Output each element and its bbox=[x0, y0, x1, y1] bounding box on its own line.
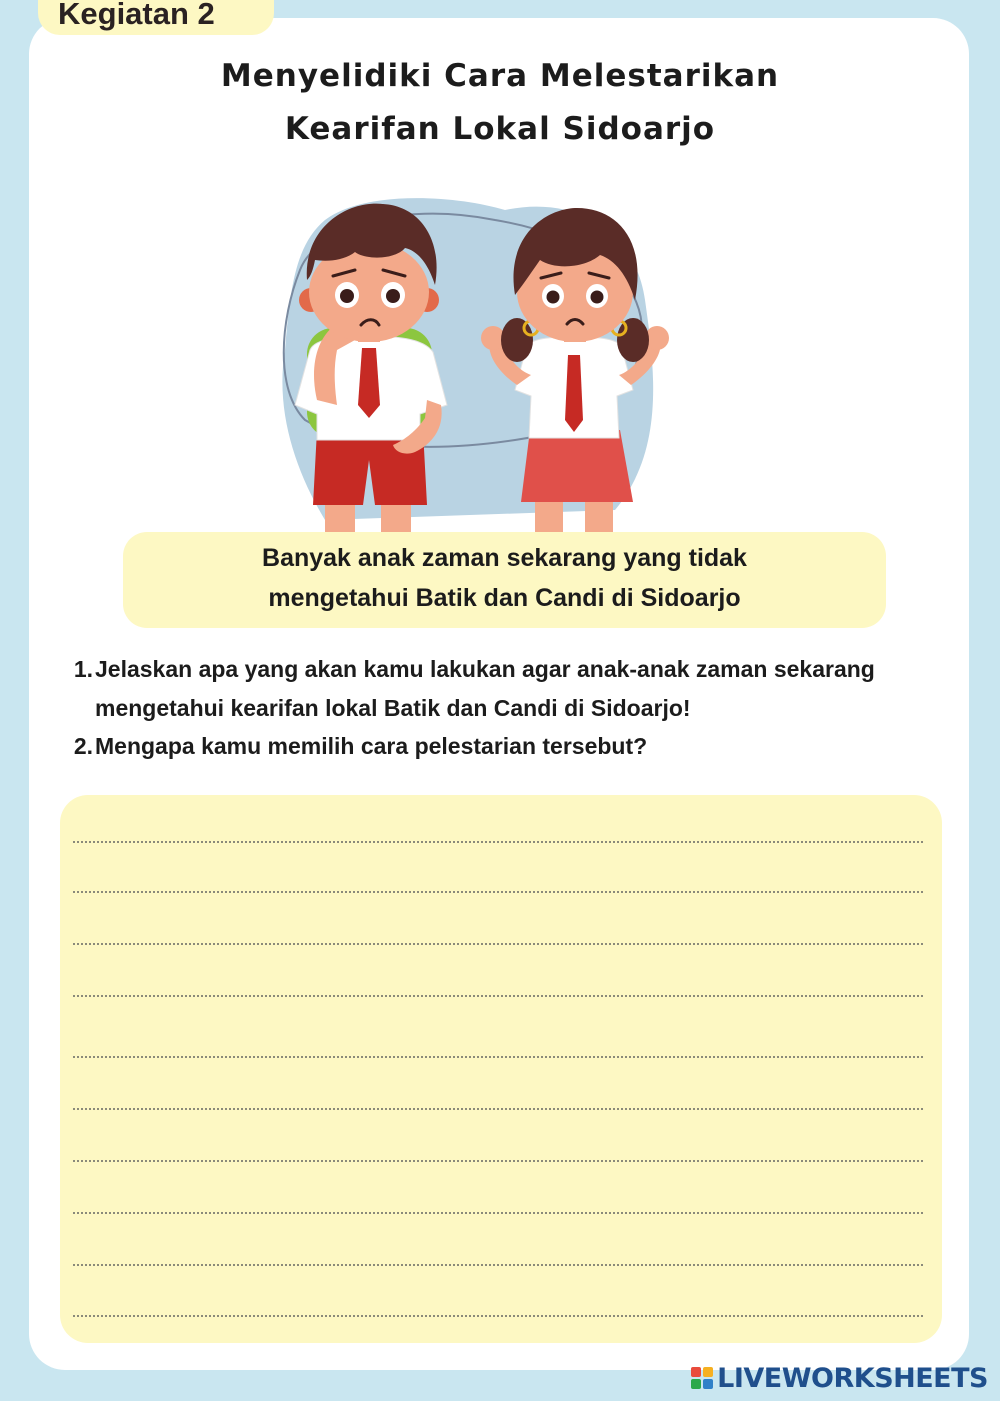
question-list bbox=[60, 650, 960, 766]
banner-line-2: mengetahui Batik dan Candi di Sidoarjo bbox=[268, 584, 741, 612]
liveworksheets-logo[interactable] bbox=[691, 1360, 988, 1396]
title-line-1: Menyelidiki Cara Melestarikan bbox=[220, 58, 780, 94]
question-text: Mengapa kamu memilih cara pelestarian tersebut? bbox=[95, 733, 648, 759]
answer-line bbox=[73, 1212, 923, 1214]
banner-line-1: Banyak anak zaman sekarang yang tidak bbox=[262, 544, 747, 572]
activity-tag: Kegiatan 2 bbox=[38, 0, 274, 35]
answer-line bbox=[73, 1264, 923, 1266]
question-number: 1. bbox=[73, 656, 93, 682]
question-number: 2. bbox=[73, 733, 93, 759]
page-title bbox=[0, 50, 1000, 156]
answer-line bbox=[73, 943, 923, 945]
logo-text: LIVEWORKSHEETS bbox=[717, 1362, 988, 1394]
answer-line bbox=[73, 1056, 923, 1058]
students-illustration bbox=[255, 190, 705, 535]
question-item bbox=[60, 727, 960, 766]
answer-line bbox=[73, 841, 923, 843]
question-item bbox=[60, 650, 960, 727]
answer-line bbox=[73, 1315, 923, 1317]
answer-line bbox=[73, 1160, 923, 1162]
answer-line bbox=[73, 891, 923, 893]
answer-line bbox=[73, 995, 923, 997]
question-text: Jelaskan apa yang akan kamu lakukan agar anak-anak zaman sekarang mengetahui kearifan lokal Batik dan Candi di Sidoarjo! bbox=[95, 656, 875, 721]
liveworksheets-logo-icon bbox=[691, 1367, 713, 1389]
info-banner bbox=[123, 532, 886, 628]
answer-line bbox=[73, 1108, 923, 1110]
title-line-2: Kearifan Lokal Sidoarjo bbox=[284, 111, 716, 147]
answer-textarea[interactable] bbox=[60, 795, 942, 1343]
